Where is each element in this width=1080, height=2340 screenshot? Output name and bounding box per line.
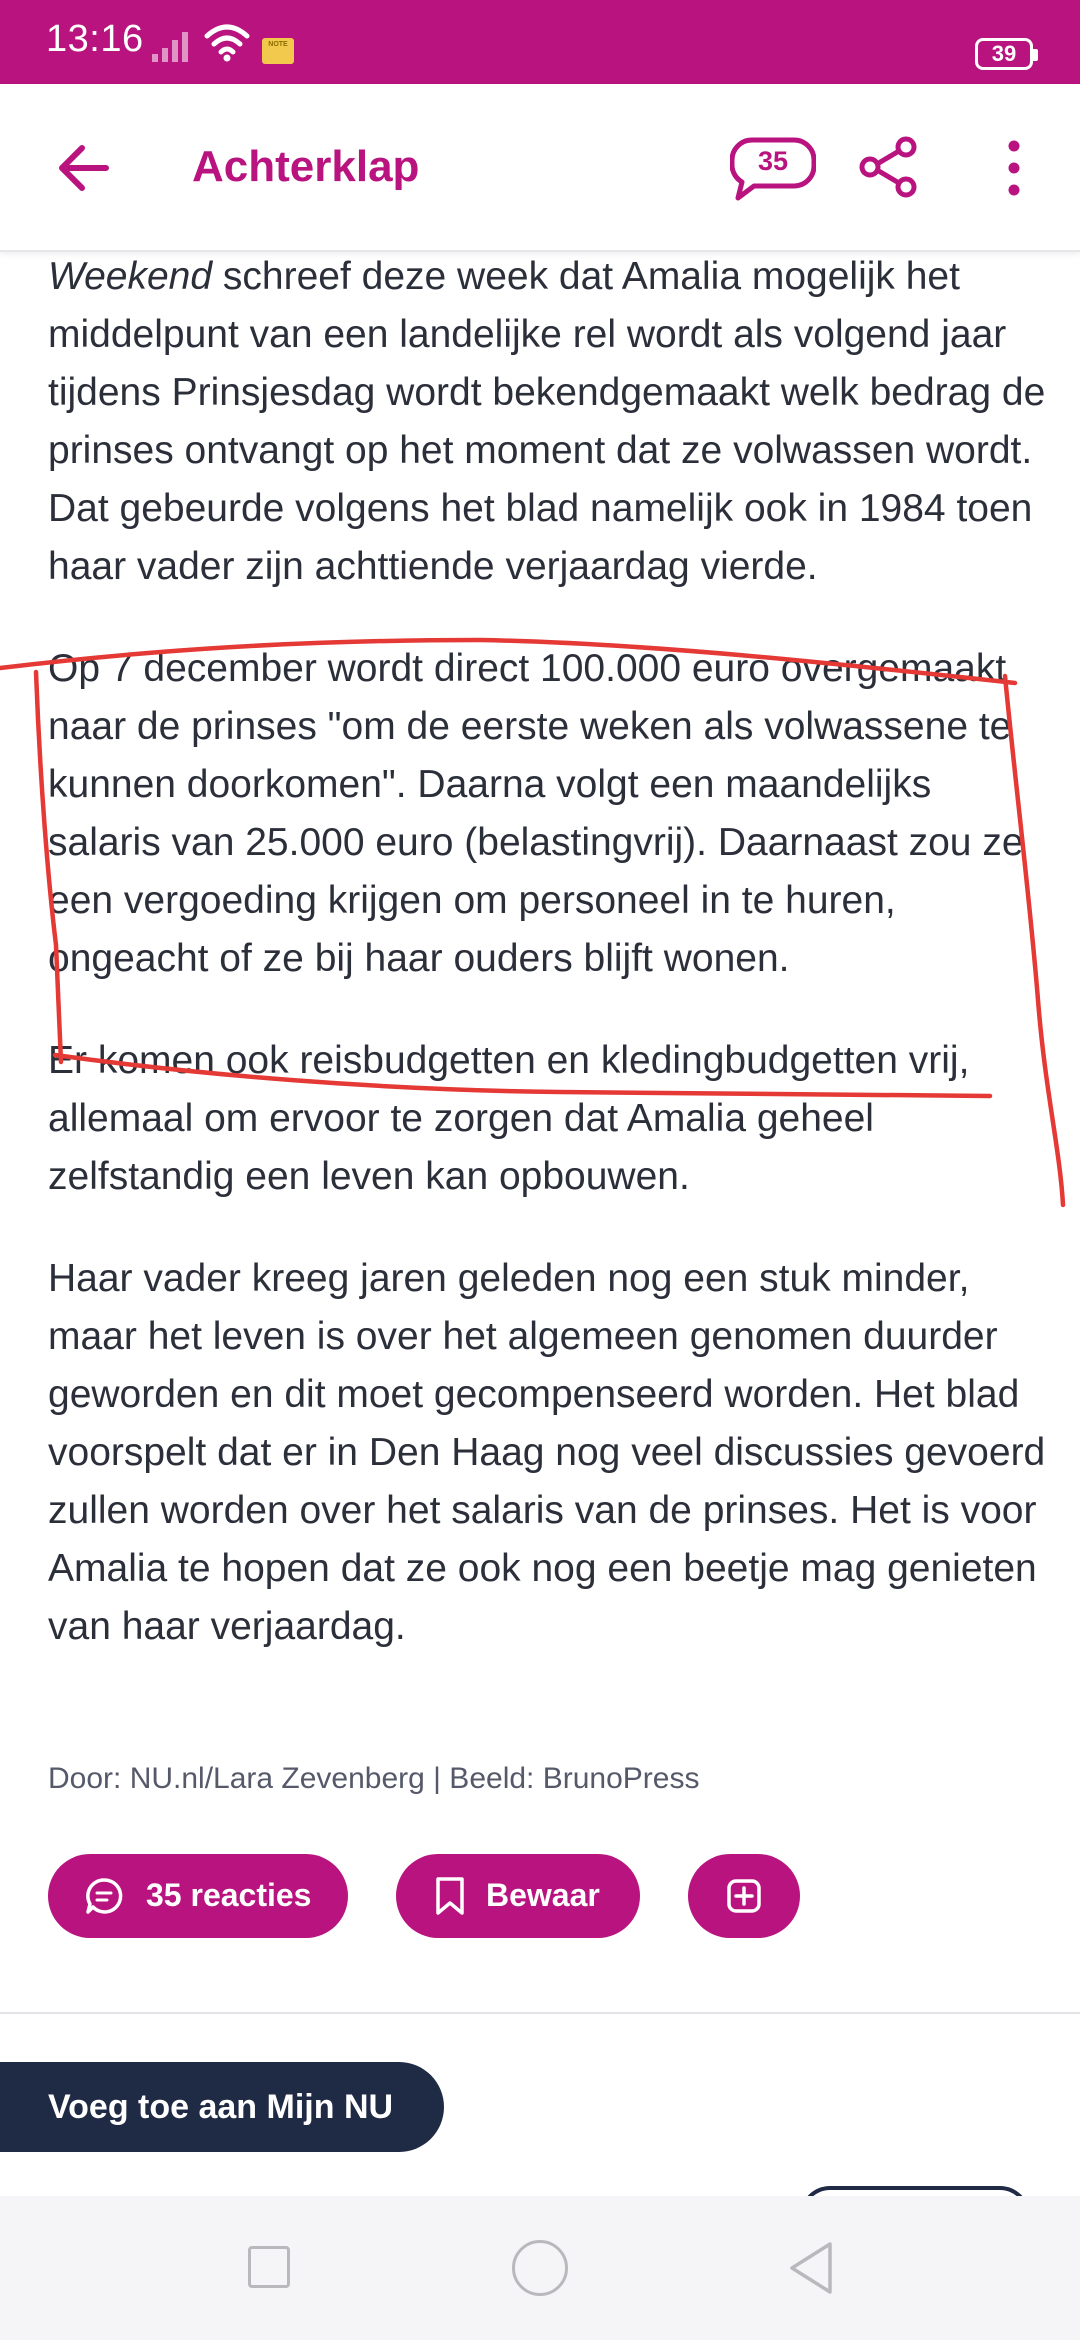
paragraph-text: Er komen ook reisbudgetten en kledingbudgetten vrij, allemaal om ervoor te zorgen dat Amalia geheel zelfstandig een leven kan opbouwen. xyxy=(48,1039,970,1198)
article-paragraph-1 xyxy=(48,248,1048,596)
home-icon[interactable] xyxy=(512,2240,568,2296)
status-bar xyxy=(0,0,1080,84)
article-credits: Door: NU.nl/Lara Zevenberg | Beeld: BrunoPress xyxy=(48,1762,700,1795)
chat-bubble-icon xyxy=(84,1876,124,1916)
add-square-icon xyxy=(724,1876,764,1916)
comments-count: 35 xyxy=(757,146,789,176)
back-arrow-icon[interactable] xyxy=(54,138,114,198)
paragraph-text: schreef deze week dat Amalia mogelijk het middelpunt van een landelijke rel wordt als volgend jaar tijdens Prinsjesdag wordt bekendgemaakt welk bedrag de prinses ontvangt op het moment dat ze volwassen wordt. Dat gebeurde volgens het blad namelijk ook in 1984 toen haar vader zijn achttiende verjaardag vierde. xyxy=(48,255,1046,588)
article-paragraph-3 xyxy=(48,1032,1048,1206)
paragraph-text: Op 7 december wordt direct 100.000 euro overgemaakt naar de prinses "om de eerste weken als volwassene te kunnen doorkomen". Daarna volgt een maandelijks salaris van 25.000 euro (belastingvrij). Daarnaast zou ze een vergoeding krijgen om personeel in te huren, ongeacht of ze bij haar ouders blijft wonen. xyxy=(48,647,1024,980)
bewaar-label: Bewaar xyxy=(486,1877,600,1913)
share-icon[interactable] xyxy=(858,136,920,198)
bewaar-button[interactable] xyxy=(396,1854,640,1938)
recent-apps-icon[interactable] xyxy=(248,2246,290,2288)
mijn-nu-label: Voeg toe aan Mijn NU xyxy=(48,2088,394,2126)
app-bar xyxy=(0,84,1080,252)
wifi-icon xyxy=(204,22,250,62)
add-to-button[interactable] xyxy=(688,1854,800,1938)
system-navigation-bar xyxy=(0,2196,1080,2340)
status-time: 13:16 xyxy=(46,18,144,60)
note-notification-icon: NOTE xyxy=(262,38,294,64)
reacties-label: 35 reacties xyxy=(146,1877,312,1913)
signal-icon xyxy=(150,30,194,64)
article-paragraph-4 xyxy=(48,1250,1048,1656)
paragraph-text: Haar vader kreeg jaren geleden nog een stuk minder, maar het leven is over het algemeen genomen duurder geworden en dit moet gecompenseerd worden. Het blad voorspelt dat er in Den Haag nog veel discussies gevoerd zullen worden over het salaris van de prinses. Het is voor Amalia te hopen dat ze ook nog een beetje mag genieten van haar verjaardag. xyxy=(48,1257,1046,1648)
article-paragraph-2 xyxy=(48,640,1048,988)
section-divider xyxy=(0,2012,1080,2014)
add-to-mijn-nu-button[interactable] xyxy=(0,2062,444,2152)
reacties-button[interactable] xyxy=(48,1854,348,1938)
more-options-icon[interactable] xyxy=(996,138,1032,198)
comments-count-button[interactable] xyxy=(730,136,816,202)
battery-icon: 39 xyxy=(975,38,1033,70)
nav-back-icon[interactable] xyxy=(786,2240,836,2296)
bookmark-icon xyxy=(432,1876,468,1916)
article-body xyxy=(48,248,1048,1700)
page-title: Achterklap xyxy=(192,142,420,191)
paragraph-italic-lead: Weekend xyxy=(48,255,213,298)
